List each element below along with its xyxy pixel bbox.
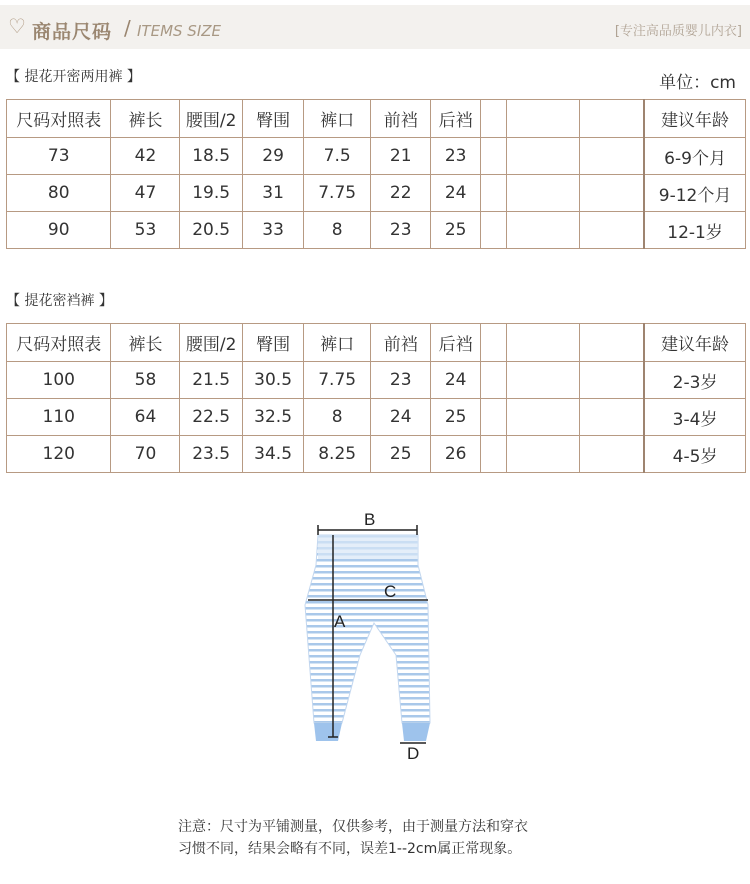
label-c: C [384,582,397,601]
column-header: 后裆 [431,324,481,362]
header-bar [0,5,750,49]
table-cell: 2-3岁 [644,362,745,399]
table-cell [480,138,506,175]
table-row [7,212,746,249]
unit-label: 单位：cm [659,73,736,93]
page-title: 商品尺码 [32,21,113,43]
table-row [7,399,746,436]
table-cell: 8.25 [304,436,371,473]
table-cell [480,399,506,436]
table-cell: 90 [7,212,111,249]
column-header: 臀围 [242,100,303,138]
table-cell: 53 [111,212,180,249]
table-cell [580,436,645,473]
column-header [480,100,506,138]
table-cell: 18.5 [180,138,242,175]
column-header: 建议年龄 [644,100,745,138]
table-cell [506,436,579,473]
column-header: 裤长 [111,324,180,362]
table2-title: 【 提花密裆裤 】 [6,293,113,309]
table-cell: 31 [242,175,303,212]
table-cell: 29 [242,138,303,175]
table-cell: 22.5 [180,399,242,436]
column-header [506,324,579,362]
page-subtitle: ITEMS SIZE [137,22,221,40]
measurement-note [178,816,528,860]
table-cell: 19.5 [180,175,242,212]
column-header: 前裆 [371,324,431,362]
table-cell [580,362,645,399]
right-cuff [402,723,430,741]
table1-title: 【 提花开密两用裤 】 [6,69,141,85]
header-slogan: [专注高品质婴儿内衣] [614,24,742,39]
size-table-1 [6,99,746,249]
table-cell: 24 [371,399,431,436]
table-cell: 64 [111,399,180,436]
table-cell: 47 [111,175,180,212]
column-header: 尺码对照表 [7,324,111,362]
table-cell: 32.5 [242,399,303,436]
table-cell [506,362,579,399]
table-cell: 24 [431,175,481,212]
table-cell: 58 [111,362,180,399]
table-cell: 7.75 [304,362,371,399]
table-cell [580,138,645,175]
table-cell: 4-5岁 [644,436,745,473]
table-cell: 30.5 [242,362,303,399]
column-header: 腰围/2 [180,324,242,362]
table-cell: 110 [7,399,111,436]
table-cell: 25 [371,436,431,473]
table-header-row [7,324,746,362]
pants-body [305,535,430,723]
table-cell [480,362,506,399]
table-cell: 8 [304,399,371,436]
title-separator: / [124,16,131,40]
table-cell: 23 [431,138,481,175]
column-header: 尺码对照表 [7,100,111,138]
column-header: 建议年龄 [644,324,745,362]
table-row [7,138,746,175]
column-header: 后裆 [431,100,481,138]
table-row [7,175,746,212]
table-cell: 21 [371,138,431,175]
column-header: 裤长 [111,100,180,138]
size-table-2 [6,323,746,473]
column-header: 裤口 [304,324,371,362]
table-header-row [7,100,746,138]
table-cell: 12-1岁 [644,212,745,249]
table-cell: 25 [431,212,481,249]
table-cell: 34.5 [242,436,303,473]
table-cell [480,175,506,212]
table-cell [506,212,579,249]
table-cell: 3-4岁 [644,399,745,436]
label-b: B [364,510,376,529]
table-cell: 120 [7,436,111,473]
table-cell: 24 [431,362,481,399]
table-cell: 9-12个月 [644,175,745,212]
table-cell: 23 [371,212,431,249]
pants-illustration [300,505,450,765]
column-header: 腰围/2 [180,100,242,138]
column-header: 裤口 [304,100,371,138]
table-cell: 26 [431,436,481,473]
table-cell: 8 [304,212,371,249]
pants-measurement-diagram [300,505,450,765]
column-header: 臀围 [242,324,303,362]
table-cell: 7.75 [304,175,371,212]
label-a: A [334,612,346,631]
table-cell [480,436,506,473]
table-cell: 25 [431,399,481,436]
left-cuff [314,723,342,741]
table-cell: 23 [371,362,431,399]
table-cell: 73 [7,138,111,175]
note-line-1: 注意：尺寸为平铺测量，仅供参考，由于测量方法和穿衣 [178,819,528,835]
column-header: 前裆 [371,100,431,138]
table-cell: 23.5 [180,436,242,473]
table-cell [580,212,645,249]
note-line-2: 习惯不同，结果会略有不同，误差1--2cm属正常现象。 [178,841,522,857]
column-header [580,100,645,138]
heart-outline-icon: ♡ [8,14,26,38]
table-cell [580,399,645,436]
table-row [7,436,746,473]
table-cell [506,399,579,436]
table-cell [506,175,579,212]
table-cell: 22 [371,175,431,212]
table-cell: 33 [242,212,303,249]
table-cell: 100 [7,362,111,399]
table-cell: 7.5 [304,138,371,175]
label-d: D [407,744,420,763]
table-row [7,362,746,399]
table-cell: 21.5 [180,362,242,399]
table-cell: 6-9个月 [644,138,745,175]
table-cell: 70 [111,436,180,473]
table-cell: 20.5 [180,212,242,249]
column-header [580,324,645,362]
table-cell: 80 [7,175,111,212]
table-cell [480,212,506,249]
column-header [506,100,579,138]
column-header [480,324,506,362]
table-cell [580,175,645,212]
table-cell: 42 [111,138,180,175]
table-cell [506,138,579,175]
